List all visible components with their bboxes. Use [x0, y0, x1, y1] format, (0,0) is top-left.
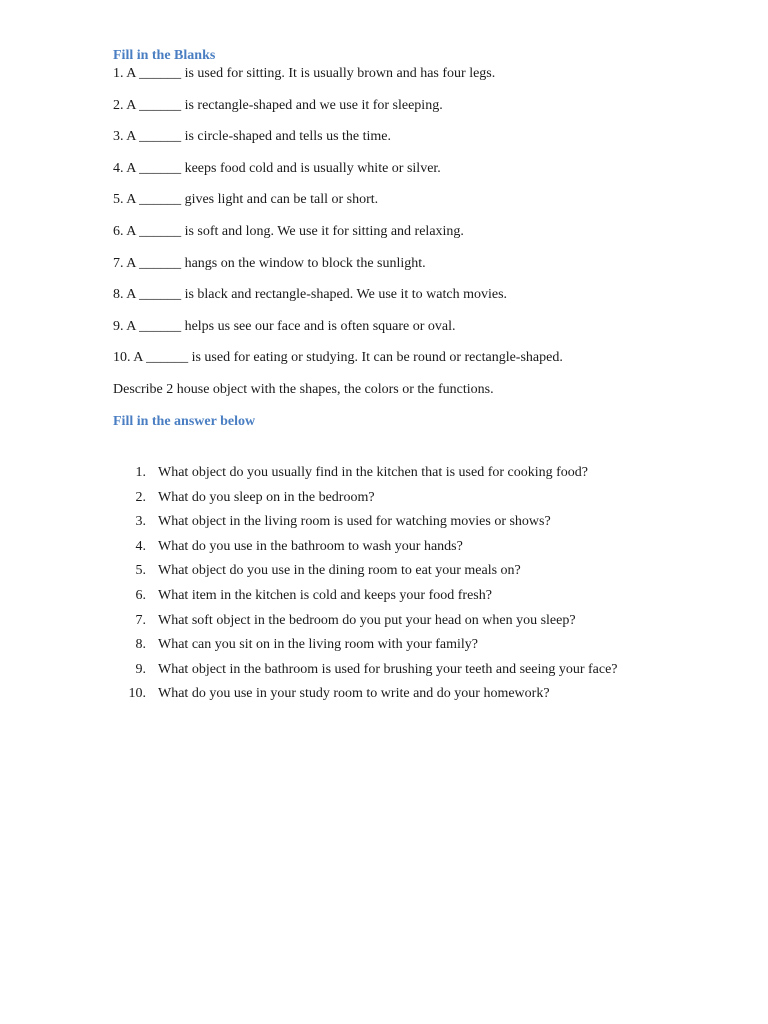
question-item — [113, 538, 673, 556]
document-page — [113, 47, 673, 710]
question-item — [113, 685, 673, 703]
question-number: 4. — [135, 538, 146, 554]
question-number: 3. — [135, 514, 146, 530]
fill-blank-item: 2. A ______ is rectangle-shaped and we use it for sleeping. — [113, 97, 443, 113]
fill-blank-item: 5. A ______ gives light and can be tall or short. — [113, 192, 379, 208]
fill-blank-item: 7. A ______ hangs on the window to block the sunlight. — [113, 255, 426, 271]
question-text: What object in the bathroom is used for brushing your teeth and seeing your face? — [158, 661, 618, 677]
question-number: 5. — [135, 563, 146, 579]
question-item — [113, 513, 673, 531]
section-title-answer-below: Fill in the answer below — [113, 413, 256, 429]
question-text: What object do you use in the dining room to eat your meals on? — [158, 563, 521, 579]
fill-blanks-list — [113, 65, 673, 367]
question-number: 1. — [135, 464, 146, 480]
fill-blank-item: 8. A ______ is black and rectangle-shaped. We use it to watch movies. — [113, 287, 508, 303]
fill-blank-item: 1. A ______ is used for sitting. It is usually brown and has four legs. — [113, 66, 496, 81]
fill-blank-item: 3. A ______ is circle-shaped and tells us the time. — [113, 129, 392, 145]
describe-instruction: Describe 2 house object with the shapes, the colors or the functions. — [113, 381, 494, 397]
question-item — [113, 612, 673, 630]
question-number: 7. — [135, 612, 146, 628]
question-number: 10. — [128, 686, 146, 702]
question-text: What do you use in your study room to write and do your homework? — [158, 686, 550, 702]
question-item — [113, 489, 673, 507]
fill-blank-item: 9. A ______ helps us see our face and is often square or oval. — [113, 318, 456, 334]
fill-blank-item: 4. A ______ keeps food cold and is usually white or silver. — [113, 160, 441, 176]
question-text: What do you use in the bathroom to wash your hands? — [158, 538, 463, 554]
question-text: What object do you usually find in the kitchen that is used for cooking food? — [158, 464, 589, 480]
question-number: 6. — [135, 587, 146, 603]
question-text: What can you sit on in the living room with your family? — [158, 637, 478, 653]
section-title-fill-blanks: Fill in the Blanks — [113, 48, 216, 63]
question-item — [113, 587, 673, 605]
fill-blank-item: 10. A ______ is used for eating or studying. It can be round or rectangle-shaped. — [113, 350, 563, 366]
question-text: What object in the living room is used for watching movies or shows? — [158, 514, 551, 530]
question-list — [113, 464, 673, 703]
question-number: 8. — [135, 637, 146, 653]
question-text: What item in the kitchen is cold and keeps your food fresh? — [158, 587, 492, 603]
question-item — [113, 636, 673, 654]
fill-blank-item: 6. A ______ is soft and long. We use it for sitting and relaxing. — [113, 223, 464, 239]
question-number: 9. — [135, 661, 146, 677]
question-number: 2. — [135, 489, 146, 505]
question-item — [113, 464, 673, 482]
question-item — [113, 562, 673, 580]
question-text: What do you sleep on in the bedroom? — [158, 489, 375, 505]
question-text: What soft object in the bedroom do you put your head on when you sleep? — [158, 612, 576, 628]
question-item — [113, 661, 673, 679]
